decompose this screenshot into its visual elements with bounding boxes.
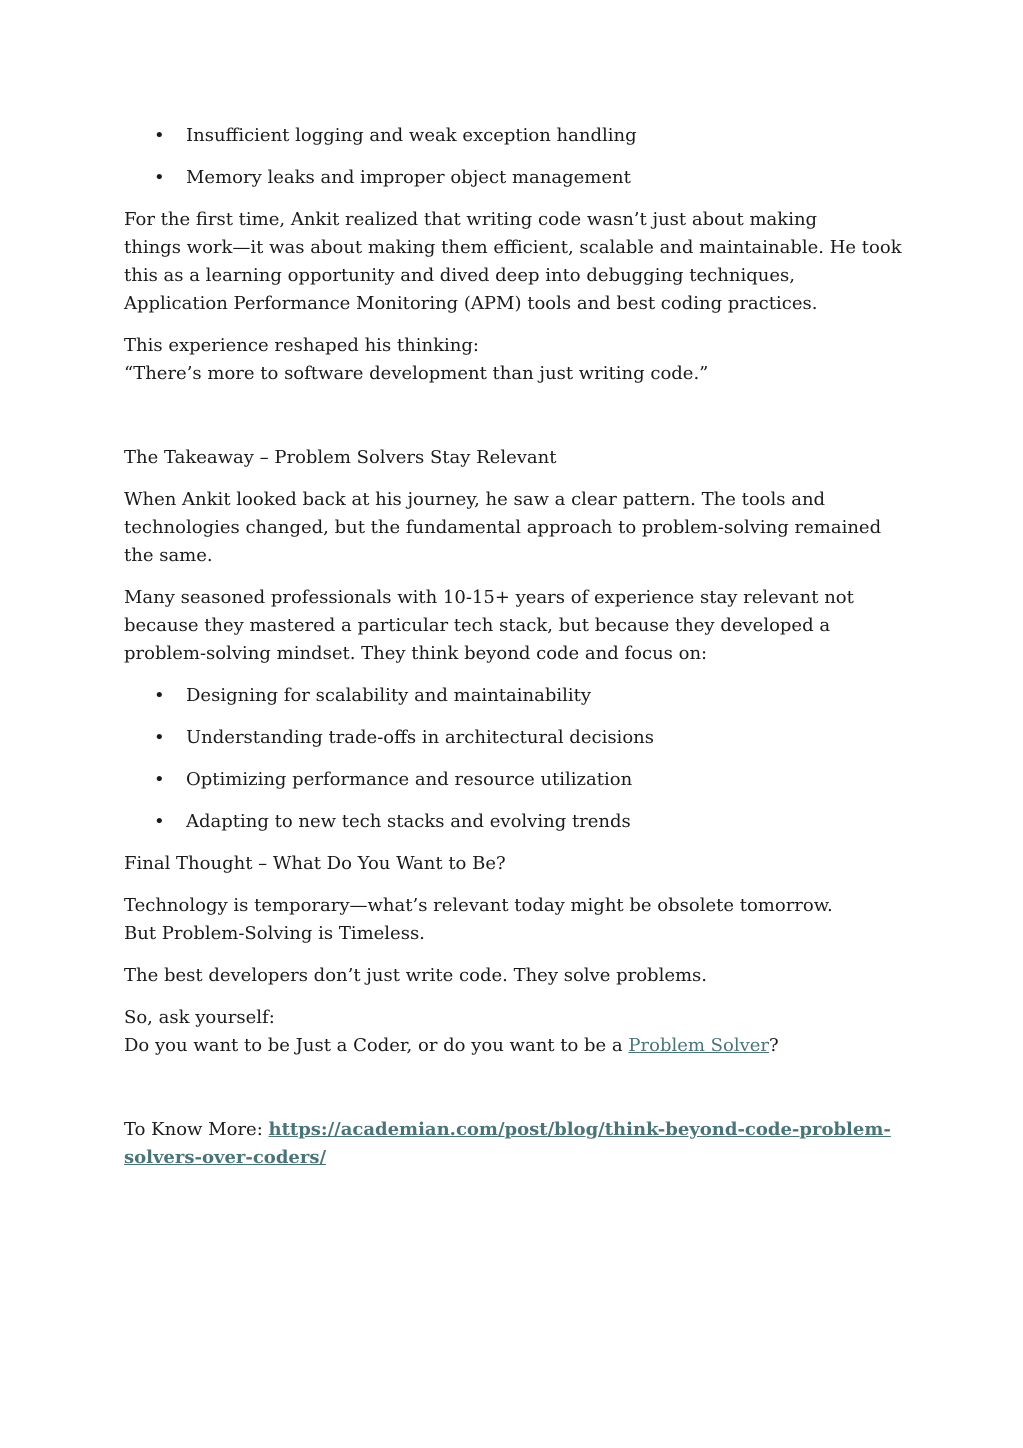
seasoned-paragraph: Many seasoned professionals with 10-15+ years of experience stay relevant not because they mastered a particular tech stack, but because they developed a problem-solving mindset. They think beyond code and focus on: xyxy=(124,587,854,664)
ask-line-2-prefix: Do you want to be Just a Coder, or do you want to be a xyxy=(124,1035,629,1056)
section-spacer xyxy=(124,402,904,444)
focus-list xyxy=(124,682,904,836)
list-item: • Adapting to new tech stacks and evolving trends xyxy=(124,808,904,836)
final-thought-heading: Final Thought – What Do You Want to Be? xyxy=(124,853,506,874)
ask-line-2-suffix: ? xyxy=(769,1035,779,1056)
know-more-label: To Know More: xyxy=(124,1119,269,1140)
list-item: • Insufficient logging and weak exception handling xyxy=(124,122,904,150)
issues-list xyxy=(124,122,904,192)
realization-rest: things work—it was about making them efficient, scalable and maintainable. He took this as a learning opportunity and dived deep into debugging techniques, Application Performance Monitoring (APM) tools and best coding practices. xyxy=(124,237,902,314)
problem-solver-link[interactable]: Problem Solver xyxy=(628,1035,770,1056)
best-developers-paragraph: The best developers don’t just write code. They solve problems. xyxy=(124,965,708,986)
document-page xyxy=(124,122,904,1186)
technology-line-2: But Problem-Solving is Timeless. xyxy=(124,923,425,944)
technology-line-1: Technology is temporary—what’s relevant today might be obsolete tomorrow. xyxy=(124,895,833,916)
realization-line-1: For the first time, Ankit realized that writing code wasn’t just about making xyxy=(124,209,818,230)
list-item: • Optimizing performance and resource utilization xyxy=(124,766,904,794)
takeaway-heading: The Takeaway – Problem Solvers Stay Relevant xyxy=(124,447,557,468)
reshape-paragraph xyxy=(124,332,904,388)
blog-url-link[interactable]: https://academian.com/post/blog/think-beyond-code-problem-solvers-over-coders/ xyxy=(124,1119,891,1168)
ask-paragraph xyxy=(124,1004,904,1060)
technology-paragraph xyxy=(124,892,904,948)
journey-paragraph: When Ankit looked back at his journey, he saw a clear pattern. The tools and technologies changed, but the fundamental approach to problem-solving remained the same. xyxy=(124,489,882,566)
know-more-paragraph xyxy=(124,1116,904,1172)
ask-line-1: So, ask yourself: xyxy=(124,1007,275,1028)
realization-paragraph xyxy=(124,206,904,318)
reshape-line: This experience reshaped his thinking: xyxy=(124,335,479,356)
list-item: • Memory leaks and improper object management xyxy=(124,164,904,192)
reshape-quote: “There’s more to software development than just writing code.” xyxy=(124,363,709,384)
list-item: • Understanding trade-offs in architectural decisions xyxy=(124,724,904,752)
section-spacer xyxy=(124,1074,904,1116)
list-item: • Designing for scalability and maintainability xyxy=(124,682,904,710)
